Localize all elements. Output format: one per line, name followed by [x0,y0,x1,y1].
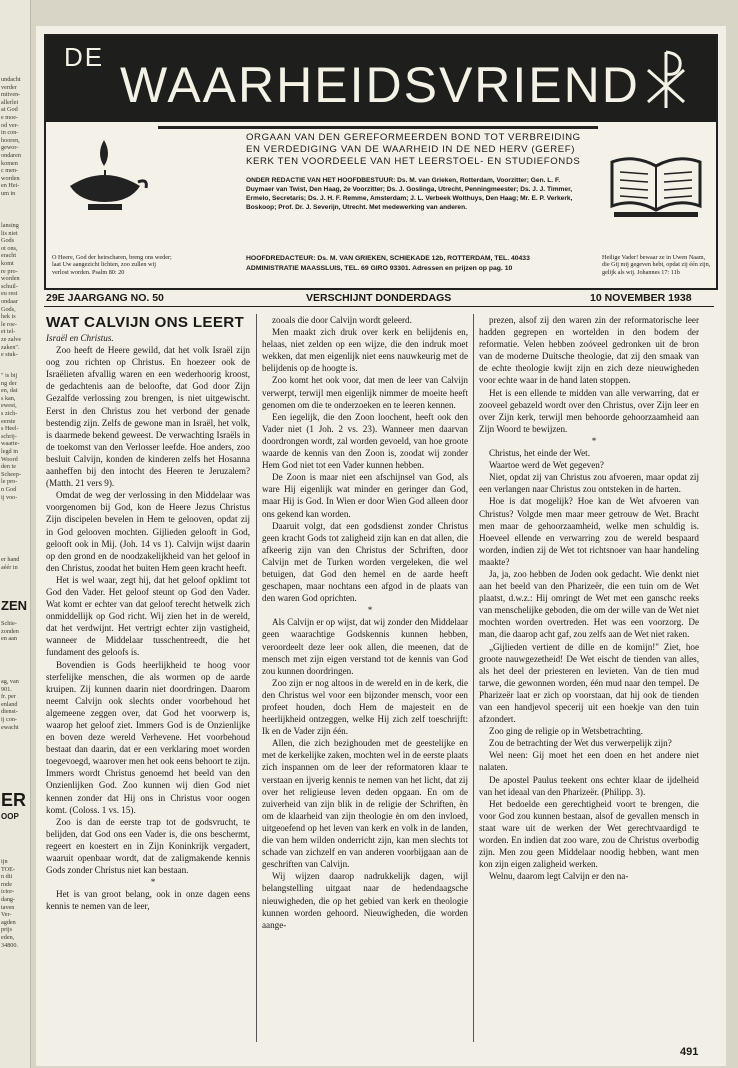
strip-line: agden [1,918,16,926]
strip-line: en, dat [1,387,18,395]
strip-line: et tel- [1,328,16,336]
paragraph: Bovendien is Gods heerlijkheid te hoog voor sterfelijke menschen, die als wormen op de aarde kruipen. Zij kunnen daarin niet doordringen. Daarom neemt Calvijn ook slechts onder voorbehoud het algemeene zeggen over, dat God het voorwerp is, waarop het geloof ziet. Immers God is de Onzienlijke en boven deze wereld Verhevene. Het voorbehoud bestaat dan daarin, dat er een verklaring moet worden toegevoegd, waarover men het ook eens behoort te zijn. Immers wordt Christus genoemd het beeld van den Onzienlijken God. Zoo kunnen wij dien God niet kennen zonder dat Hij ons in Christus voor oogen komt. (Coloss. 1 vs. 15). [46,659,250,815]
strip-line: ze zalve [1,335,22,343]
paragraph: zooals die door Calvijn wordt geleerd. [272,315,412,325]
strip-line: fr. per [1,693,16,701]
paragraph: Een iegelijk, die den Zoon loochent, heeft ook den Vader niet (1 Joh. 2 vs. 23). Wanneer men daarvan doordrongen wordt, zal worden gevoeld, van hoe groote waarde de kennis van den Zoon is, zoodat wij zonder Hem God niet tot een Vader kunnen hebben. [262,411,468,471]
paragraph: Men maakt zich druk over kerk en belijdenis en, helaas, niet zelden op een wijze, die den indruk moet wekken, dat men eigenlijk niet eens nauwkeurig met de belijdenis op de hoogte is. [262,327,468,374]
strip-heading-zen: ZEN [1,598,27,613]
strip-line: ag, van [1,678,19,685]
paragraph: Het is wel waar, zegt hij, dat het geloof opklimt tot God den Vader. Het geloof steunt op God den Vader. Wat komt er echter van dat geloof terecht hetwelk zich onmiddellijk op God richt. Wij zien het in de wereld, dat het verdwijnt. Het vertrigt echter zijn vastigheid, wanneer de Middelaar tusschentreedt, die het fundament des geloofs is. [46,574,250,658]
strip-block-b [1,222,30,359]
article-column-2 [262,314,468,931]
strip-line: dang- [1,895,16,903]
strip-line: worden [1,174,20,182]
paragraph: Zou de betrachting der Wet dus verwerpelijk zijn? [489,738,672,749]
strip-line: Ver- [1,911,12,919]
paragraph: Omdat de weg der verlossing in den Middelaar was voorgenomen bij God, kon de Heere Jezus Christus Zijn discipelen bevelen in Hem te gelooven, opdat zij in God gelooven mochten. Gijlieden gelooft in God, gelooft ook in Mij. (Joh. 14 vs 1). Calvijn wijst daarin op den grond en de noodzakelijkheid van het geloof in den Christus, zoodat het buiten Hem geen kracht heeft. [46,490,250,573]
strip-heading-er: ER [1,790,27,810]
paragraph: * [367,605,373,616]
strip-heading-oop: OOP [1,812,19,821]
strip-line: e moe- [1,113,19,121]
paragraph: Zoo zijn er nog altoos in de wereld en in de kerk, die den Christus wel voor een bijzonder mensch, voor een profeet houden, doch Hem de majesteit en de heerlijkheid ontzeggen, welke Hij zich zelf toeschrijft: Ik en de Vader zijn één. [262,677,468,737]
column-3-text [479,314,699,882]
masthead-title-bar [46,36,716,122]
strip-line: ng der [1,379,17,387]
strip-line: ictor- [1,888,15,896]
strip-line: en Hei- [1,182,20,190]
paragraph: prezen, alsof zij den waren zin der reformatorische leer hadden gegrepen en wortelden in den bodem der reformatie. Velen hebben zoóveel gedronken uit de bron van de moderne Duitsche theologie, dat zij den smaak van de echte theologie kwijt zijn en zich deze nieuwigheden voor echte waar in de hand laten stoppen. [479,315,699,386]
strip-line: n God [1,485,17,493]
issue-date: 10 NOVEMBER 1938 [590,292,692,304]
strip-line: prijs [1,926,13,934]
strip-line: en aan [1,635,17,643]
paragraph: Allen, die zich bezighouden met de geestelijke en met de kerkelijke zaken, mochten wel in de eerste plaats zich inspannen om de leer der reformatoren klaar te verstaan en ijverig kennis te nemen van het licht, dat zij over het religieuse leven deden opgaan. En om de zuiverheid van zijn blik in de religie der Schriften, èn om de klaarheid van zijn theologie èn om den invloed, uitgeoefend op het leven van kerk en volk in de landen, die van hem wilden onderricht zijn, kan men slechts tot schade van zichzelf en van anderen voorbijgaan aan de geschriften van Calvijn. [262,738,468,870]
article-column-1 [46,314,250,913]
strip-line: schrij- [1,432,17,440]
strip-line: lansing [1,222,19,229]
strip-line: s Heel- [1,425,19,433]
strip-line: ot ons, [1,244,18,252]
paragraph: Welnu, daarom legt Calvijn er den na- [489,871,629,882]
strip-line: in con- [1,129,19,137]
paragraph: Zoo is dan de eerste trap tot de godsvrucht, te belijden, dat God ons een Vader is, die ons beschermt, regeert en koestert en in Zijn Koninkrijk vergadert, waaruit openbaar wordt, dat de zaligmakende kennis Gods zonder Christus niet kan bestaan. [46,816,250,876]
strip-line: s kan, [1,394,16,402]
issue-bar [44,290,714,307]
paragraph: Wel neen: Gij moet het een doen en het andere niet nalaten. [479,750,699,773]
page-body [36,26,726,1066]
strip-line: s zich- [1,409,18,417]
paragraph: De apostel Paulus teekent ons echter klaar de ijdelheid van het ideaal van den Pharizeër. (Philipp. 3). [479,774,699,797]
strip-line: eracht [1,252,17,260]
chi-rho-icon [636,46,696,112]
strip-line: le roe- [1,320,17,328]
strip-line: zaken". [1,343,20,351]
strip-line: eden, [1,933,15,941]
paragraph: Zoo heeft de Heere gewild, dat het volk Israël zijn oog zou richten op Christus. En hoezeer ook de Israëlieten afvallig waren en een wederhoorig kroost, de gedachtenis aan de beloofte, dat God door Zijn Gezalfde verlossing zou brengen, is niet uitgewischt. Eerst in den Christus zou het verbond der genade bestendig zijn. Zelfs de gewone man in Israël, het volk, is daarmede bekend geweest. De verwachting Israëls in de toekomst van den Verlosser leefde. Hoe anders, zoo besluit Calvijn, konden de kinderen zelfs het Hosanna aanheffen bij den intocht des Heeren te Jeruzalem? (Matth. 21 vers 9). [46,345,250,489]
strip-line: hooren, [1,136,20,144]
strip-line: eu rest [1,290,18,298]
strip-line: Schie- [1,620,17,627]
strip-line: verder [1,83,17,91]
article-column-3 [479,314,699,882]
strip-line: zonden [1,627,19,635]
strip-line: komt [1,259,14,267]
paragraph: Het bedoelde een gerechtigheid voort te brengen, die voor God zou kunnen bestaan, alsof de gevallen mensch in staat ware uit de werken der Wet gerechtvaardigd te worden. En indien dat zoo ware, zou de Christus overbodig zijn. Men zou geen Middelaar noodig hebben, want men kon zijn eigen zaligheid werken. [479,798,699,870]
strip-block-c [1,372,30,501]
strip-line: enland [1,700,18,708]
strip-line: er hand [1,556,20,563]
page-number: 491 [680,1046,699,1058]
strip-block-d [1,556,30,571]
paragraph: Ja, ja, zoo hebben de Joden ook gedacht. Wie denkt niet aan het beeld van den Pharizeër, die een tuin om de Wet plaatst, d.w.z.: Hij omringt de Wet met een ganschc reeks van menschelijke geboden, die om der wille van de Wet niet mochten worden overtreden. Het was een voorzorg. De man, die daarop acht gaf, zou zelfs aan de Wet niet raken. [479,568,699,640]
issue-frequency: VERSCHIJNT DONDERDAGS [306,292,452,304]
strip-line: od ver- [1,121,19,129]
column-rule-1 [256,314,257,1042]
strip-line: " is bij [1,372,18,379]
strip-block-g [1,858,30,949]
open-bible-icon [606,132,706,232]
paragraph: * [591,435,597,446]
strip-line: dienst- [1,708,18,716]
strip-line: allerlei [1,98,19,106]
strip-line: um in [1,189,16,197]
paragraph: „Gijlieden vertient de dille en de komijn!" Ziet, hoe groote nauwgezetheid! De Wet eischt de tienden van alles, als het deel der priesteren en levieten. Van de tien mud tarwe, die gewonnen worden, één mud naar den tempel. De Pharizeër laat er zich op voorstaan, dat hij ook de tienden van een handjevol specerij uit een hoekje van den tuin afzondert. [479,641,699,725]
strip-line: rnde [1,880,12,888]
masthead-organ-text: ORGAAN VAN DEN GEREFORMEERDEN BOND TOT VERBREIDING EN VERDEDIGING VAN DE WAARHEID IN DE NED HERV (GEREF) KERK TEN VOORDEELE VAN HET LEERSTOEL- EN STUDIEFONDS [246,132,581,167]
strip-line: TOE- [1,865,15,873]
paragraph: Het is van groot belang, ook in onze dagen eens kennis te nemen van de leer, [46,889,250,912]
column-1-text [46,344,250,912]
strip-line: den te [1,463,16,471]
column-rule-2 [473,314,474,1042]
strip-line: ewacht [1,723,19,731]
strip-line: le pro- [1,478,18,486]
strip-block-f [1,678,30,731]
masthead-de: DE [64,42,105,72]
verse-right: Heilige Vader! bewaar ze in Uwen Naam, die Gij mij gegeven hebt, opdat zij één zijn, gelijk als wij. Johannes 17: 11b [602,254,711,276]
strip-line: ewest, [1,402,17,410]
paragraph: Daaruit volgt, dat een godsdienst zonder Christus geen kracht Gods tot zaligheid zijn kan en dat allen, die afkeerig zijn van den Christus der Schriften, door Calvijn met de Turken worden vergeleken, die wel betuigen, dat God den hemel en de aarde heeft geschapen, maar nochtans een afgod in de plaats van den waren God oprichten. [262,520,468,604]
issue-volume: 29E JAARGANG NO. 50 [46,292,164,304]
strip-line: 901. [1,685,12,693]
strip-line: re pro- [1,267,18,275]
strip-line: e stuk- [1,351,18,359]
strip-line: aéér in [1,563,18,571]
paragraph: Waartoe werd de Wet gegeven? [489,460,604,471]
strip-line: ij con- [1,715,17,723]
paragraph: Zoo komt het ook voor, dat men de leer van Calvijn verwerpt, terwijl men eigenlijk nimmer de moeite heeft genomen om die te onderzoeken en te leeren kennen. [262,375,468,410]
paragraph: De Zoon is maar niet een afschijnsel van God, als ware Hij eigenlijk wat minder en geringer dan God, maar Hij is God. In Wien er door Wien God alleen door ons gekend kan worden. [262,472,468,519]
masthead-editorial-board: ONDER REDACTIE VAN HET HOOFDBESTUUR: Ds. M. van Grieken, Rotterdam, Voorzitter; Gen. L. F. Duymaer van Twist, Den Haag, 2e Voorzitter; Ds. J. Goslinga, Utrecht, Penningmeester; Ds. J. J. Timmer, Ermelo, Secretaris; Ds. J. H. F. Remme, Amsterdam; J. L. Verbeek Wolthuys, Den Haag; Mr. E. P. Verkerk, Boskoop; Prof. Dr. J. Severijn, Utrecht. Met medewerking van anderen. [246,177,573,211]
strip-line: worden [1,275,20,283]
article-subtitle: Israël en Christus. [46,333,114,343]
masthead-contacts [246,254,586,274]
strip-line: Scheep- [1,470,21,478]
strip-line: Gods [1,237,15,245]
article-title: WAT CALVIJN ONS LEERT [46,314,245,331]
adjacent-page-strip [0,0,31,1068]
strip-line: ij voo- [1,493,18,501]
paragraph: * [150,877,156,888]
masthead [44,34,718,290]
strip-line: n dit [1,873,13,881]
paragraph: Zoo ging de religie op in Wetsbetrachting. [489,726,643,737]
strip-line: schuil- [1,282,18,290]
paragraph: Als Calvijn er op wijst, dat wij zonder den Middelaar geen waarachtige Godskennis kunnen hebben, veroordeelt deze leer ook allen, die meenen, dat de mensch met zijn eigen verstand tot de kennis van God zou kunnen doordringen. [262,617,468,676]
strip-line: hek is [1,313,16,321]
strip-line: c men- [1,167,19,175]
strip-block-e [1,620,30,643]
column-2-text [262,314,468,931]
strip-line: waarte- [1,440,20,448]
strip-line: gewor- [1,144,19,152]
oil-lamp-icon [60,132,150,232]
verse-left: O Heere, God der heirscharen, breng ons weder; laat Uw aangezicht lichten, zoo zullen wij verlost worden. Psalm 80: 20 [52,254,172,276]
strip-line: ondaren [1,151,21,159]
strip-line: lis niet [1,229,18,237]
paragraph: Christus, het einde der Wet. [489,448,590,459]
strip-line: ondaar [1,297,18,305]
strip-line: Gods, [1,305,16,313]
strip-line: at God [1,106,18,114]
paragraph: Hoe is dat mogelijk? Hoe kan de Wet afvoeren van Christus? Volgde men maar meer getrouw de Wet. Bracht men maar de gehoorzaamheid, welke men schuldig is. Hoeveel ellende en verwarring zou de wereld bespaard worden, indien zij de Wet tot richtsnoer van haar handeling maakte? [479,496,699,567]
strip-line: taven [1,903,15,911]
strip-line: ijn [1,858,8,865]
strip-line: komen [1,159,18,167]
strip-line: mitven- [1,91,21,99]
paragraph: Het is een ellende te midden van alle verwarring, dat er zooveel gebazeld wordt over den Christus, over Zijn leer en over Zijn kerk, terwijl men behoorde gehoorzaamheid aan Zijn Woord te bewijzen. [479,387,699,434]
strip-line: undacht [1,76,21,83]
strip-line: 34800. [1,941,19,949]
editor-in-chief: HOOFDREDACTEUR: Ds. M. VAN GRIEKEN, SCHIEKADE 12b, ROTTERDAM, TEL. 40433 [246,255,530,262]
masthead-title: WAARHEIDSVRIEND [120,57,640,113]
paragraph: Niet, opdat zij van Christus zou afvoeren, maar opdat zij een verlangen naar Christus zou ontsteken in de harten. [479,472,699,495]
administration: ADMINISTRATIE MAASSLUIS, TEL. 69 GIRO 93301. Adressen en prijzen op pag. 10 [246,265,513,272]
strip-line: legd in [1,447,19,455]
paragraph: Wij wijzen daarop nadrukkelijk dagen, wijl belangstelling uitgaat naar de hedendaagsche nieuwigheden, die op het gebied van kerk en theologie kunnen worden gehoord. Nieuwigheden, die worden aange- [262,871,468,930]
strip-block-a [1,76,30,198]
strip-line: Woord [1,455,18,463]
strip-line: eerste [1,417,16,425]
